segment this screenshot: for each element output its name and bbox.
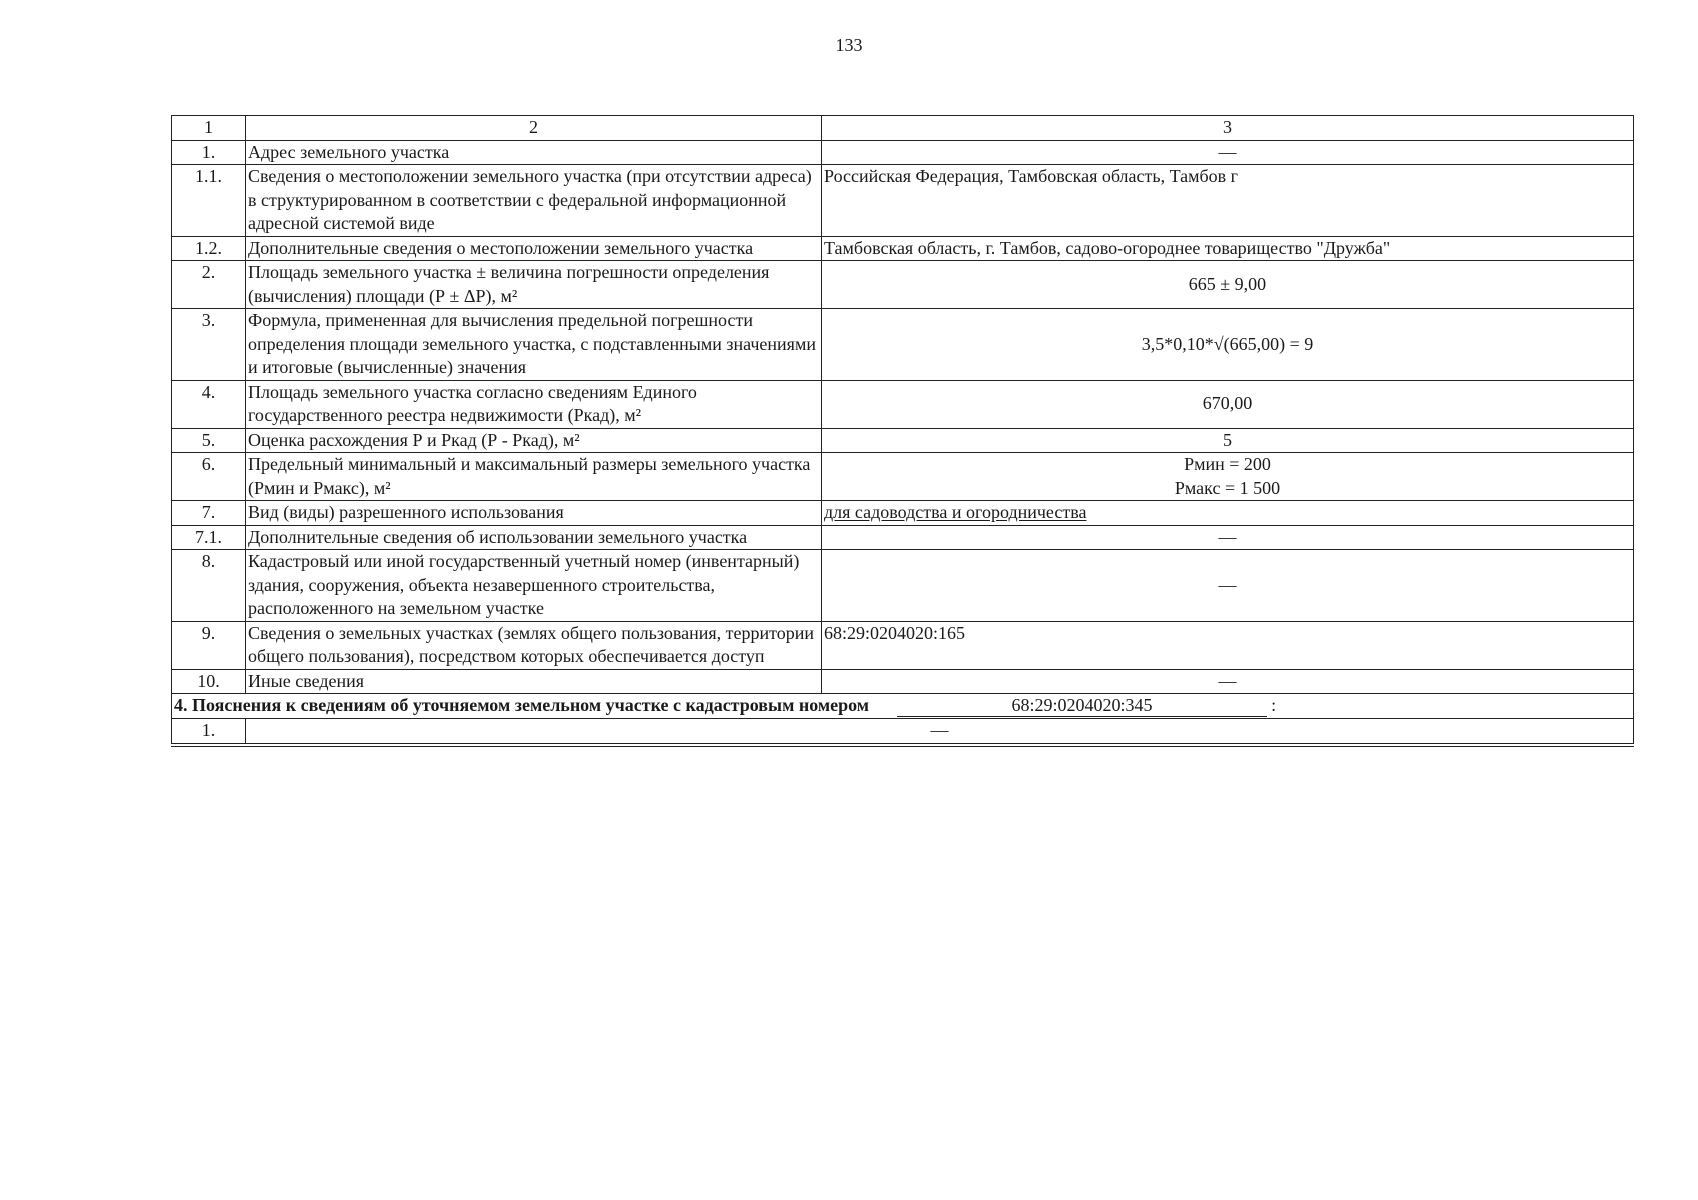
row-value: — bbox=[822, 140, 1634, 165]
section-4-row bbox=[172, 718, 1634, 745]
row-number: 5. bbox=[172, 428, 246, 453]
section-4-colon: : bbox=[1271, 695, 1277, 715]
table-row-additional-location bbox=[172, 236, 1634, 261]
row-number: 4. bbox=[172, 380, 246, 428]
row-number: 7.1. bbox=[172, 525, 246, 550]
row-label: Вид (виды) разрешенного использования bbox=[246, 501, 822, 526]
page-number: 133 bbox=[835, 35, 863, 55]
row-number: 2. bbox=[172, 261, 246, 309]
table-header-row bbox=[172, 116, 1634, 141]
row-value: — bbox=[246, 718, 1634, 745]
row-value: Российская Федерация, Тамбовская область, Тамбов г bbox=[822, 165, 1634, 237]
table-row-permitted-use bbox=[172, 501, 1634, 526]
row-label: Адрес земельного участка bbox=[246, 140, 822, 165]
row-number: 9. bbox=[172, 621, 246, 669]
row-value: — bbox=[822, 550, 1634, 622]
row-value: — bbox=[822, 525, 1634, 550]
row-value: 5 bbox=[822, 428, 1634, 453]
header-cell-2: 2 bbox=[246, 116, 822, 141]
row-value: 3,5*0,10*√(665,00) = 9 bbox=[822, 309, 1634, 381]
row-value: — bbox=[822, 669, 1634, 694]
header-cell-3: 3 bbox=[822, 116, 1634, 141]
table-row-area-difference bbox=[172, 428, 1634, 453]
row-value: 68:29:0204020:165 bbox=[822, 621, 1634, 669]
row-label: Предельный минимальный и максимальный размеры земельного участка (Рмин и Рмакс), м² bbox=[246, 453, 822, 501]
row-value bbox=[822, 501, 1634, 526]
section-4-cadastral-number: 68:29:0204020:345 bbox=[897, 695, 1267, 717]
table-row-size-limits bbox=[172, 453, 1634, 501]
table-row-area bbox=[172, 261, 1634, 309]
row-label: Оценка расхождения Р и Ркад (Р - Ркад), м² bbox=[246, 428, 822, 453]
row-value: 670,00 bbox=[822, 380, 1634, 428]
header-cell-1: 1 bbox=[172, 116, 246, 141]
row-value: Тамбовская область, г. Тамбов, садово-огороднее товарищество "Дружба" bbox=[822, 236, 1634, 261]
table-row-building-number bbox=[172, 550, 1634, 622]
row-value bbox=[822, 453, 1634, 501]
section-4-heading bbox=[172, 694, 1634, 719]
row-label: Формула, примененная для вычисления предельной погрешности определения площади земельного участка, с подставленными значениями и итоговые (вычисленные) значения bbox=[246, 309, 822, 381]
table-row-registry-area bbox=[172, 380, 1634, 428]
row-label: Сведения о земельных участках (землях общего пользования, территории общего пользования), посредством которых обеспечивается доступ bbox=[246, 621, 822, 669]
row-value: 665 ± 9,00 bbox=[822, 261, 1634, 309]
min-size-value: Рмин = 200 bbox=[1184, 454, 1271, 474]
row-number: 1.2. bbox=[172, 236, 246, 261]
section-4-title: 4. Пояснения к сведениям об уточняемом земельном участке с кадастровым номером bbox=[174, 695, 870, 715]
table-row-area-formula bbox=[172, 309, 1634, 381]
row-number: 3. bbox=[172, 309, 246, 381]
table-row-additional-use bbox=[172, 525, 1634, 550]
table-row-other-info bbox=[172, 669, 1634, 694]
row-label: Сведения о местоположении земельного участка (при отсутствии адреса) в структурированном в соответствии с федеральной информационной адресной системой виде bbox=[246, 165, 822, 237]
row-label: Кадастровый или иной государственный учетный номер (инвентарный) здания, сооружения, объекта незавершенного строительства, расположенного на земельном участке bbox=[246, 550, 822, 622]
land-plot-info-table bbox=[171, 115, 1634, 747]
row-label: Дополнительные сведения об использовании земельного участка bbox=[246, 525, 822, 550]
section-4-header-row bbox=[172, 694, 1634, 719]
row-number: 8. bbox=[172, 550, 246, 622]
row-number: 10. bbox=[172, 669, 246, 694]
row-number: 1.1. bbox=[172, 165, 246, 237]
row-label: Дополнительные сведения о местоположении земельного участка bbox=[246, 236, 822, 261]
max-size-value: Рмакс = 1 500 bbox=[1174, 477, 1281, 498]
row-number: 1. bbox=[172, 140, 246, 165]
permitted-use-value: для садоводства и огородничества bbox=[824, 502, 1087, 522]
table-row-access-plots bbox=[172, 621, 1634, 669]
table-row-location bbox=[172, 165, 1634, 237]
row-number: 1. bbox=[172, 718, 246, 745]
row-number: 6. bbox=[172, 453, 246, 501]
table-row-address bbox=[172, 140, 1634, 165]
row-label: Площадь земельного участка согласно сведениям Единого государственного реестра недвижимости (Ркад), м² bbox=[246, 380, 822, 428]
row-label: Площадь земельного участка ± величина погрешности определения (вычисления) площади (Р ± ΔР), м² bbox=[246, 261, 822, 309]
row-number: 7. bbox=[172, 501, 246, 526]
row-label: Иные сведения bbox=[246, 669, 822, 694]
